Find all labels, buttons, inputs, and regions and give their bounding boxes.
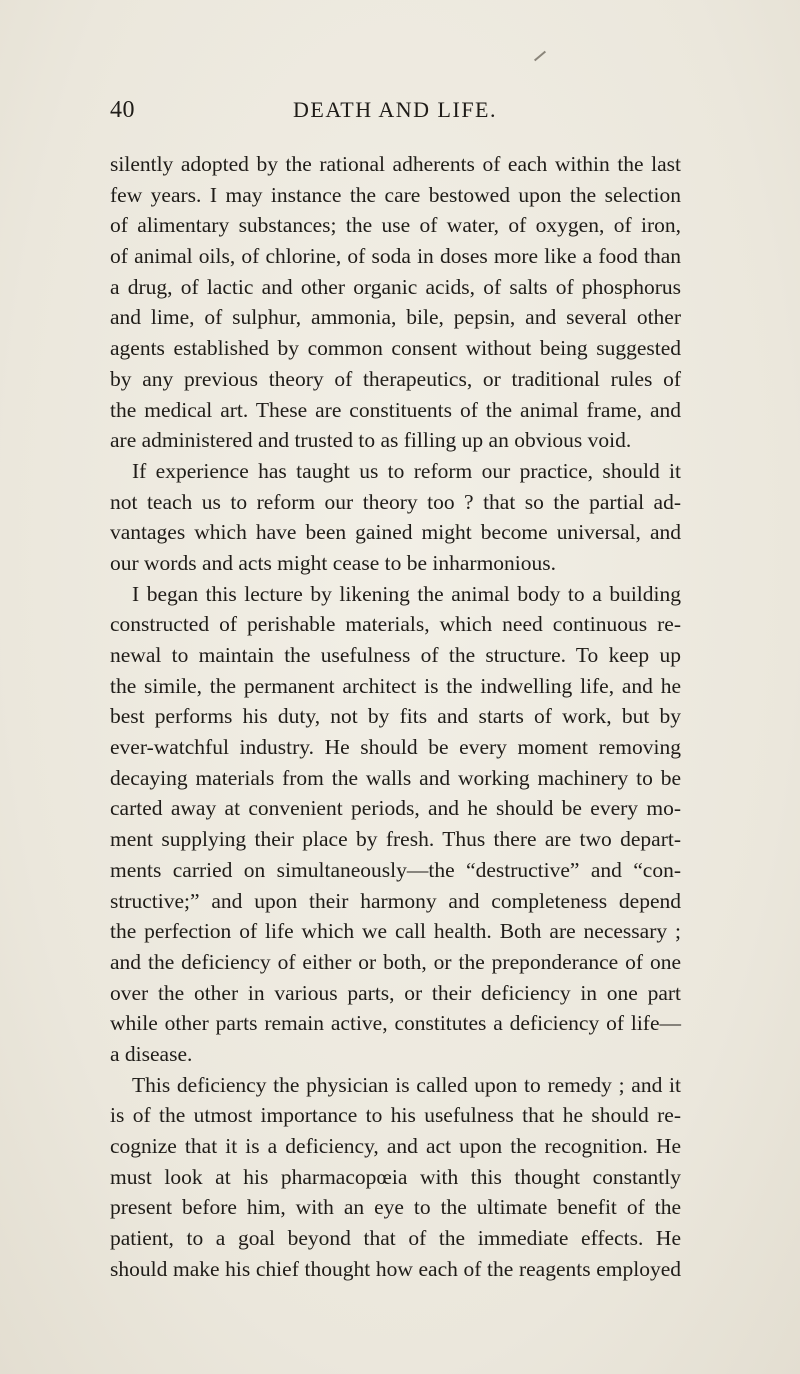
text-line: and the deficiency of either or both, or the preponderance of one (110, 949, 681, 974)
text-line: newal to maintain the usefulness of the structure. To keep up (110, 643, 681, 667)
text-line: structive;” and upon their harmony and completeness depend (110, 888, 681, 913)
text-line: patient, to a goal beyond that of the immediate effects. He (110, 1226, 681, 1251)
text-line: should make his chief thought how each of the reagents employed (110, 1256, 681, 1281)
text-line: a disease. (110, 1041, 193, 1066)
text-line: not teach us to reform our theory too ? that so the partial ad- (110, 489, 681, 514)
text-line: over the other in various parts, or their deficiency in one part (110, 980, 681, 1005)
ink-mark (534, 51, 546, 62)
text-line: few years. I may instance the care bestowed upon the selection (110, 182, 681, 207)
text-line: of alimentary substances; the use of water, of oxygen, of iron, (110, 213, 681, 238)
page-number: 40 (110, 97, 135, 123)
text-line: and lime, of sulphur, ammonia, bile, pepsin, and several other (110, 305, 681, 330)
text-line: decaying materials from the walls and working machinery to be (110, 765, 681, 790)
text-line: the simile, the permanent architect is the indwelling life, and he (110, 673, 681, 698)
text-line: the medical art. These are constituents of the animal frame, and (110, 397, 681, 422)
text-line: while other parts remain active, constitutes a deficiency of life— (110, 1011, 681, 1036)
page-header (110, 97, 680, 133)
text-line: If experience has taught us to reform our practice, should it (132, 458, 681, 483)
text-line: the perfection of life which we call health. Both are necessary ; (110, 919, 681, 944)
text-line: I began this lecture by likening the animal body to a building (132, 581, 681, 606)
text-line: carted away at convenient periods, and he should be every mo- (110, 796, 681, 821)
text-line: best performs his duty, not by fits and starts of work, but by (110, 704, 681, 729)
text-line: by any previous theory of therapeutics, or traditional rules of (110, 366, 681, 391)
text-line: silently adopted by the rational adherents of each within the last (110, 152, 681, 176)
text-line: vantages which have been gained might become universal, and (110, 520, 681, 545)
text-line: are administered and trusted to as filling up an obvious void. (110, 428, 632, 453)
text-line: of animal oils, of chlorine, of soda in doses more like a food than (110, 244, 681, 269)
text-line: is of the utmost importance to his usefulness that he should re- (110, 1103, 681, 1128)
text-line: a drug, of lactic and other organic acids, of salts of phosphorus (110, 274, 681, 299)
text-line: our words and acts might cease to be inharmonious. (110, 550, 557, 575)
text-line: must look at his pharmacopœia with this thought constantly (110, 1164, 681, 1189)
body-text (110, 149, 681, 1284)
text-line: ever-watchful industry. He should be every moment removing (110, 735, 681, 760)
text-line: constructed of perishable materials, which need continuous re- (110, 612, 681, 637)
text-line: present before him, with an eye to the ultimate benefit of the (110, 1195, 681, 1220)
text-line: agents established by common consent without being suggested (110, 336, 681, 361)
text-line: ments carried on simultaneously—the “destructive” and “con- (110, 857, 681, 882)
running-title: DEATH AND LIFE. (293, 97, 497, 122)
text-line: This deficiency the physician is called upon to remedy ; and it (132, 1072, 681, 1097)
text-line: cognize that it is a deficiency, and act upon the recognition. He (110, 1134, 681, 1158)
text-line: ment supplying their place by fresh. Thus there are two depart- (110, 827, 681, 852)
